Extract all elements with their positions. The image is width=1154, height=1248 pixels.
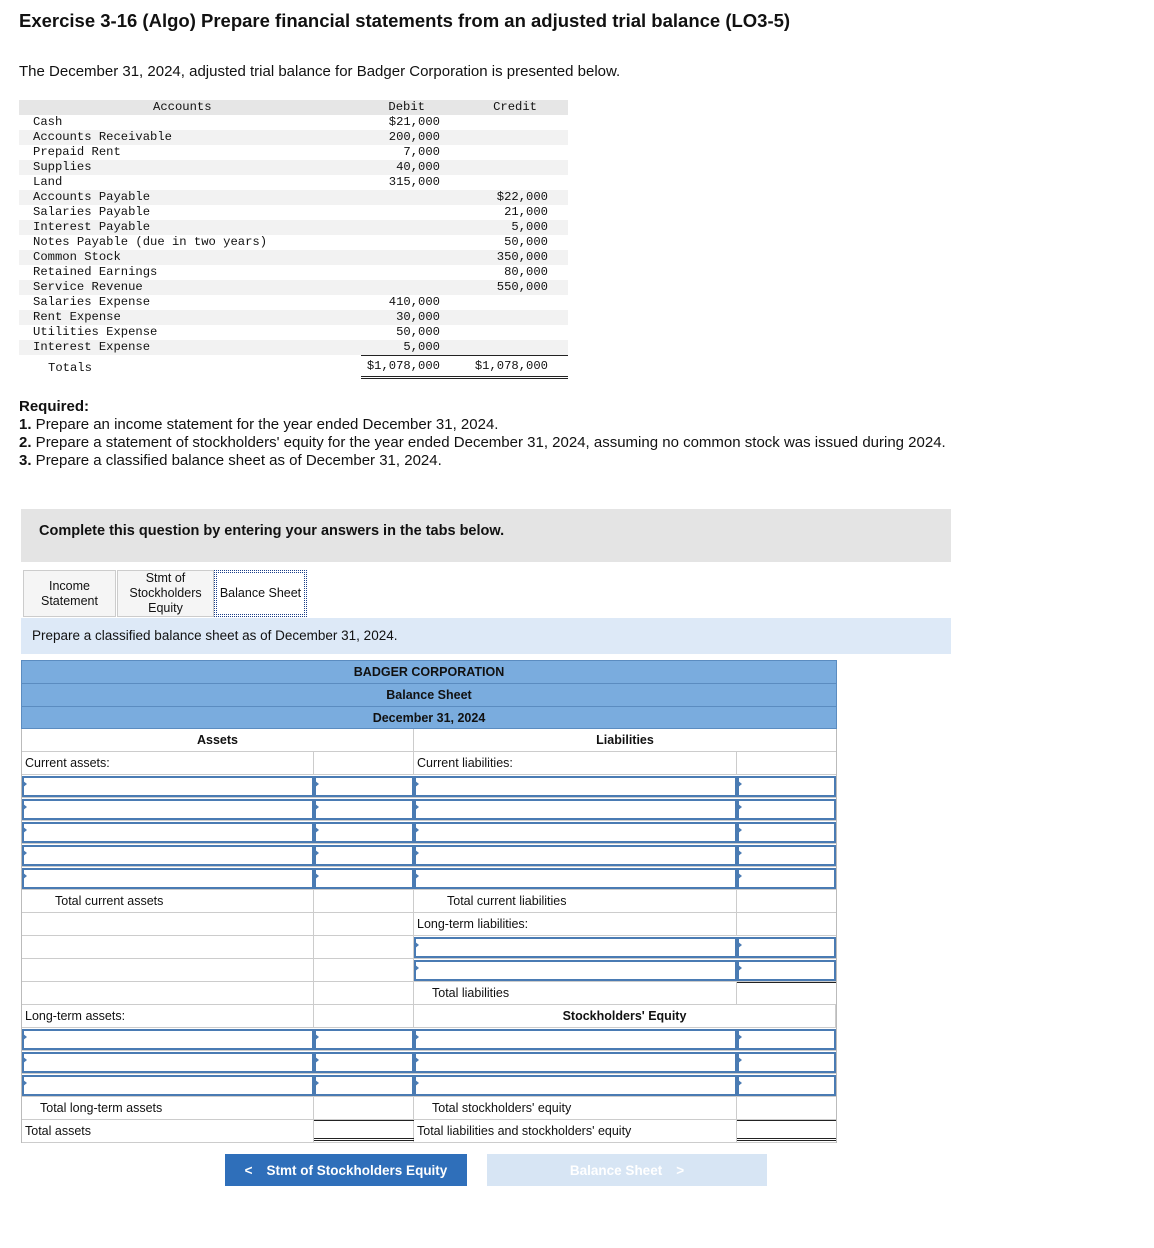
input-row bbox=[22, 844, 836, 867]
trial-balance-row bbox=[19, 205, 568, 220]
total-liabilities-equity-label: Total liabilities and stockholders' equity bbox=[414, 1120, 737, 1143]
total-current-assets-amount[interactable] bbox=[314, 890, 414, 913]
debit-header: Debit bbox=[388, 100, 425, 114]
required-item-1: 1. Prepare an income statement for the year ended December 31, 2024. bbox=[19, 416, 499, 433]
credit-amount: $22,000 bbox=[496, 190, 548, 204]
complete-banner: Complete this question by entering your answers in the tabs below. bbox=[21, 509, 951, 562]
trial-balance-row bbox=[19, 175, 568, 190]
account-name: Interest Payable bbox=[33, 220, 151, 234]
current-liabilities-label: Current liabilities: bbox=[414, 752, 737, 775]
account-name: Accounts Payable bbox=[33, 190, 151, 204]
company-name: BADGER CORPORATION bbox=[21, 660, 837, 683]
total-assets-label: Total assets bbox=[22, 1120, 314, 1143]
required-item-3: 3. Prepare a classified balance sheet as of December 31, 2024. bbox=[19, 452, 442, 469]
assets-header: Assets bbox=[22, 729, 414, 752]
input-row bbox=[22, 1074, 836, 1097]
account-input[interactable] bbox=[22, 776, 314, 797]
next-tab-label: Balance Sheet bbox=[569, 1162, 663, 1178]
account-input[interactable] bbox=[22, 1075, 314, 1096]
account-name: Utilities Expense bbox=[33, 325, 158, 339]
current-assets-label: Current assets: bbox=[22, 752, 314, 775]
stockholders-equity-header: Stockholders' Equity bbox=[414, 1005, 836, 1028]
required-heading: Required: bbox=[19, 398, 90, 415]
tab-income-statement[interactable]: Income Statement bbox=[23, 570, 116, 617]
account-input[interactable] bbox=[414, 776, 737, 797]
column-headers-row bbox=[22, 729, 836, 752]
trial-balance-row bbox=[19, 160, 568, 175]
next-tab-button[interactable] bbox=[487, 1154, 767, 1186]
trial-balance-row bbox=[19, 145, 568, 160]
chevron-right-icon: > bbox=[676, 1162, 685, 1178]
amount-input[interactable] bbox=[314, 1052, 414, 1073]
long-term-liability-row bbox=[22, 936, 836, 959]
statement-name: Balance Sheet bbox=[21, 683, 837, 706]
credit-amount: 5,000 bbox=[511, 220, 548, 234]
account-input[interactable] bbox=[22, 868, 314, 889]
account-input[interactable] bbox=[414, 799, 737, 820]
total-stockholders-equity-label: Total stockholders' equity bbox=[414, 1097, 737, 1120]
trial-balance-row bbox=[19, 250, 568, 265]
account-input[interactable] bbox=[414, 845, 737, 866]
input-row bbox=[22, 798, 836, 821]
liability-amount-input[interactable] bbox=[737, 937, 836, 958]
input-row bbox=[22, 1028, 836, 1051]
accounts-header: Accounts bbox=[153, 100, 212, 114]
account-input[interactable] bbox=[22, 822, 314, 843]
totals-row bbox=[22, 982, 836, 1005]
trial-balance-row bbox=[19, 340, 568, 355]
account-input[interactable] bbox=[414, 822, 737, 843]
total-stockholders-equity-amount[interactable] bbox=[737, 1097, 836, 1120]
total-current-liabilities-label: Total current liabilities bbox=[414, 890, 737, 913]
total-long-term-assets-label: Total long-term assets bbox=[22, 1097, 314, 1120]
input-row bbox=[22, 1051, 836, 1074]
account-name: Land bbox=[33, 175, 63, 189]
trial-balance-row bbox=[19, 130, 568, 145]
credit-amount: 350,000 bbox=[496, 250, 548, 264]
trial-balance-totals bbox=[19, 355, 568, 378]
debit-amount: 40,000 bbox=[396, 160, 440, 174]
amount-input[interactable] bbox=[737, 799, 836, 820]
account-name: Accounts Receivable bbox=[33, 130, 172, 144]
required-item-2: 2. Prepare a statement of stockholders' equity for the year ended December 31, 2024, assuming no common stock was issued during 2024. bbox=[19, 434, 946, 451]
account-input[interactable] bbox=[414, 1029, 737, 1050]
debit-amount: 5,000 bbox=[403, 340, 440, 354]
credit-amount: 550,000 bbox=[496, 280, 548, 294]
trial-balance-row bbox=[19, 115, 568, 130]
intro-text: The December 31, 2024, adjusted trial balance for Badger Corporation is presented below. bbox=[19, 63, 621, 80]
account-name: Salaries Expense bbox=[33, 295, 151, 309]
trial-balance-row bbox=[19, 325, 568, 340]
section-row bbox=[22, 913, 836, 936]
credit-total: $1,078,000 bbox=[474, 359, 548, 373]
account-name: Common Stock bbox=[33, 250, 121, 264]
account-name: Interest Expense bbox=[33, 340, 151, 354]
long-term-liabilities-label: Long-term liabilities: bbox=[414, 913, 737, 936]
liability-account-input[interactable] bbox=[414, 960, 737, 981]
statement-date: December 31, 2024 bbox=[21, 706, 837, 729]
amount-input[interactable] bbox=[314, 1029, 414, 1050]
amount-input[interactable] bbox=[737, 822, 836, 843]
input-row bbox=[22, 821, 836, 844]
total-long-term-assets-amount[interactable] bbox=[314, 1097, 414, 1120]
tab-prompt: Prepare a classified balance sheet as of December 31, 2024. bbox=[21, 618, 951, 654]
debit-amount: 200,000 bbox=[388, 130, 440, 144]
amount-input[interactable] bbox=[737, 1075, 836, 1096]
totals-row bbox=[22, 890, 836, 913]
trial-balance-row bbox=[19, 220, 568, 235]
account-input[interactable] bbox=[414, 868, 737, 889]
amount-input[interactable] bbox=[314, 1075, 414, 1096]
amount-input[interactable] bbox=[314, 799, 414, 820]
account-input[interactable] bbox=[22, 845, 314, 866]
amount-input[interactable] bbox=[737, 1029, 836, 1050]
liabilities-header: Liabilities bbox=[596, 733, 654, 747]
debit-amount: 30,000 bbox=[396, 310, 440, 324]
liability-account-input[interactable] bbox=[414, 937, 737, 958]
debit-amount: 410,000 bbox=[388, 295, 440, 309]
trial-balance-row bbox=[19, 280, 568, 295]
credit-amount: 21,000 bbox=[504, 205, 548, 219]
account-name: Rent Expense bbox=[33, 310, 121, 324]
section-row bbox=[22, 752, 836, 775]
trial-balance-row bbox=[19, 235, 568, 250]
account-input[interactable] bbox=[414, 1075, 737, 1096]
account-input[interactable] bbox=[22, 1052, 314, 1073]
credit-header: Credit bbox=[493, 100, 537, 114]
account-name: Retained Earnings bbox=[33, 265, 158, 279]
account-name: Notes Payable (due in two years) bbox=[33, 235, 268, 249]
amount-input[interactable] bbox=[314, 776, 414, 797]
credit-amount: 80,000 bbox=[504, 265, 548, 279]
trial-balance bbox=[19, 100, 568, 375]
total-liabilities-equity-amount[interactable] bbox=[737, 1120, 836, 1143]
balance-sheet-form bbox=[21, 660, 837, 1143]
total-liabilities-amount[interactable] bbox=[737, 982, 836, 1005]
total-liabilities-label: Total liabilities bbox=[414, 982, 737, 1005]
input-row bbox=[22, 867, 836, 890]
amount-input[interactable] bbox=[737, 845, 836, 866]
account-name: Service Revenue bbox=[33, 280, 143, 294]
chevron-left-icon: < bbox=[244, 1162, 253, 1178]
total-current-assets-label: Total current assets bbox=[22, 890, 314, 913]
trial-balance-header bbox=[19, 100, 568, 115]
input-row bbox=[22, 775, 836, 798]
amount-input[interactable] bbox=[737, 1052, 836, 1073]
credit-amount: 50,000 bbox=[504, 235, 548, 249]
account-name: Cash bbox=[33, 115, 63, 129]
long-term-liability-row bbox=[22, 959, 836, 982]
account-input[interactable] bbox=[414, 1052, 737, 1073]
account-name: Prepaid Rent bbox=[33, 145, 121, 159]
section-row bbox=[22, 1005, 836, 1028]
tab-balance-sheet[interactable]: Balance Sheet bbox=[214, 570, 307, 617]
debit-amount: $21,000 bbox=[388, 115, 440, 129]
prev-tab-label: Stmt of Stockholders Equity bbox=[266, 1162, 448, 1178]
trial-balance-row bbox=[19, 190, 568, 205]
grand-totals-row bbox=[22, 1120, 836, 1143]
amount-input[interactable] bbox=[314, 822, 414, 843]
debit-amount: 7,000 bbox=[403, 145, 440, 159]
debit-total: $1,078,000 bbox=[366, 359, 440, 373]
trial-balance-row bbox=[19, 265, 568, 280]
account-name: Supplies bbox=[33, 160, 92, 174]
amount-input[interactable] bbox=[314, 868, 414, 889]
prev-tab-button[interactable] bbox=[225, 1154, 467, 1186]
tab-stmt-stockholders-equity[interactable]: Stmt of Stockholders Equity bbox=[117, 570, 214, 617]
totals-label: Totals bbox=[48, 361, 92, 375]
totals-row bbox=[22, 1097, 836, 1120]
total-assets-amount[interactable] bbox=[314, 1120, 414, 1143]
account-input[interactable] bbox=[22, 799, 314, 820]
required-section bbox=[19, 398, 959, 470]
trial-balance-row bbox=[19, 295, 568, 310]
debit-amount: 50,000 bbox=[396, 325, 440, 339]
exercise-title: Exercise 3-16 (Algo) Prepare financial statements from an adjusted trial balance (LO3-5) bbox=[19, 10, 791, 31]
account-name: Salaries Payable bbox=[33, 205, 151, 219]
total-current-liabilities-amount[interactable] bbox=[737, 890, 836, 913]
amount-input[interactable] bbox=[314, 845, 414, 866]
amount-input[interactable] bbox=[737, 868, 836, 889]
amount-input[interactable] bbox=[737, 776, 836, 797]
debit-amount: 315,000 bbox=[388, 175, 440, 189]
trial-balance-row bbox=[19, 310, 568, 325]
liability-amount-input[interactable] bbox=[737, 960, 836, 981]
long-term-assets-label: Long-term assets: bbox=[22, 1005, 314, 1028]
account-input[interactable] bbox=[22, 1029, 314, 1050]
